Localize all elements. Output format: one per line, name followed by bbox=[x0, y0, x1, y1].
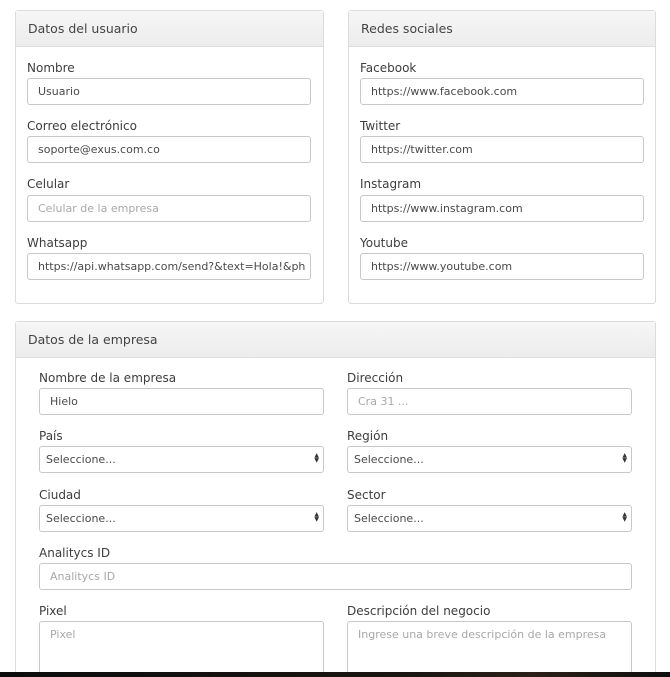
ciudad-label: Ciudad bbox=[39, 488, 81, 502]
youtube-label: Youtube bbox=[360, 236, 408, 250]
region-select[interactable] bbox=[347, 446, 632, 473]
direccion-label: Dirección bbox=[347, 371, 404, 385]
facebook-input[interactable]: https://www.facebook.com bbox=[360, 78, 644, 105]
ciudad-select[interactable] bbox=[39, 505, 324, 532]
celular-input[interactable]: Celular de la empresa bbox=[27, 195, 311, 222]
youtube-input[interactable]: https://www.youtube.com bbox=[360, 253, 644, 280]
nombre-empresa-label: Nombre de la empresa bbox=[39, 371, 177, 385]
descripcion-label: Descripción del negocio bbox=[347, 604, 491, 618]
facebook-label: Facebook bbox=[360, 61, 417, 75]
pixel-label: Pixel bbox=[39, 604, 67, 618]
analitycs-input[interactable]: Analitycs ID bbox=[39, 563, 632, 590]
ciudad-select-value: Seleccione... bbox=[46, 512, 116, 525]
user-panel-header bbox=[16, 11, 323, 47]
company-panel-title: Datos de la empresa bbox=[28, 332, 158, 347]
nombre-empresa-input[interactable]: Hielo bbox=[39, 388, 324, 415]
analitycs-label: Analitycs ID bbox=[39, 546, 111, 560]
whatsapp-input[interactable]: https://api.whatsapp.com/send?&text=Hola!&ph bbox=[27, 253, 311, 280]
correo-label: Correo electrónico bbox=[27, 119, 137, 133]
pais-select[interactable] bbox=[39, 446, 324, 473]
bottom-edge-strip bbox=[0, 672, 670, 677]
instagram-label: Instagram bbox=[360, 177, 422, 191]
twitter-input[interactable]: https://twitter.com bbox=[360, 136, 644, 163]
whatsapp-label: Whatsapp bbox=[27, 236, 88, 250]
social-panel-header bbox=[349, 11, 655, 47]
select-arrows-icon: ▲ ▼ bbox=[314, 452, 319, 464]
correo-input[interactable]: soporte@exus.com.co bbox=[27, 136, 311, 163]
descripcion-textarea[interactable]: Ingrese una breve descripción de la empresa bbox=[347, 621, 632, 677]
select-arrows-icon: ▲ ▼ bbox=[314, 511, 319, 523]
region-select-value: Seleccione... bbox=[354, 453, 424, 466]
region-label: Región bbox=[347, 429, 389, 443]
celular-label: Celular bbox=[27, 177, 70, 191]
sector-select[interactable] bbox=[347, 505, 632, 532]
pais-select-value: Seleccione... bbox=[46, 453, 116, 466]
select-arrows-icon: ▲ ▼ bbox=[622, 452, 627, 464]
pais-label: País bbox=[39, 429, 63, 443]
select-arrows-icon: ▲ ▼ bbox=[622, 511, 627, 523]
nombre-label: Nombre bbox=[27, 61, 75, 75]
user-panel-title: Datos del usuario bbox=[28, 21, 138, 36]
social-panel-title: Redes sociales bbox=[361, 21, 453, 36]
sector-select-value: Seleccione... bbox=[354, 512, 424, 525]
pixel-textarea[interactable]: Pixel bbox=[39, 621, 324, 677]
instagram-input[interactable]: https://www.instagram.com bbox=[360, 195, 644, 222]
sector-label: Sector bbox=[347, 488, 386, 502]
direccion-input[interactable]: Cra 31 ... bbox=[347, 388, 632, 415]
nombre-input[interactable]: Usuario bbox=[27, 78, 311, 105]
twitter-label: Twitter bbox=[360, 119, 401, 133]
company-panel-header bbox=[16, 322, 655, 358]
